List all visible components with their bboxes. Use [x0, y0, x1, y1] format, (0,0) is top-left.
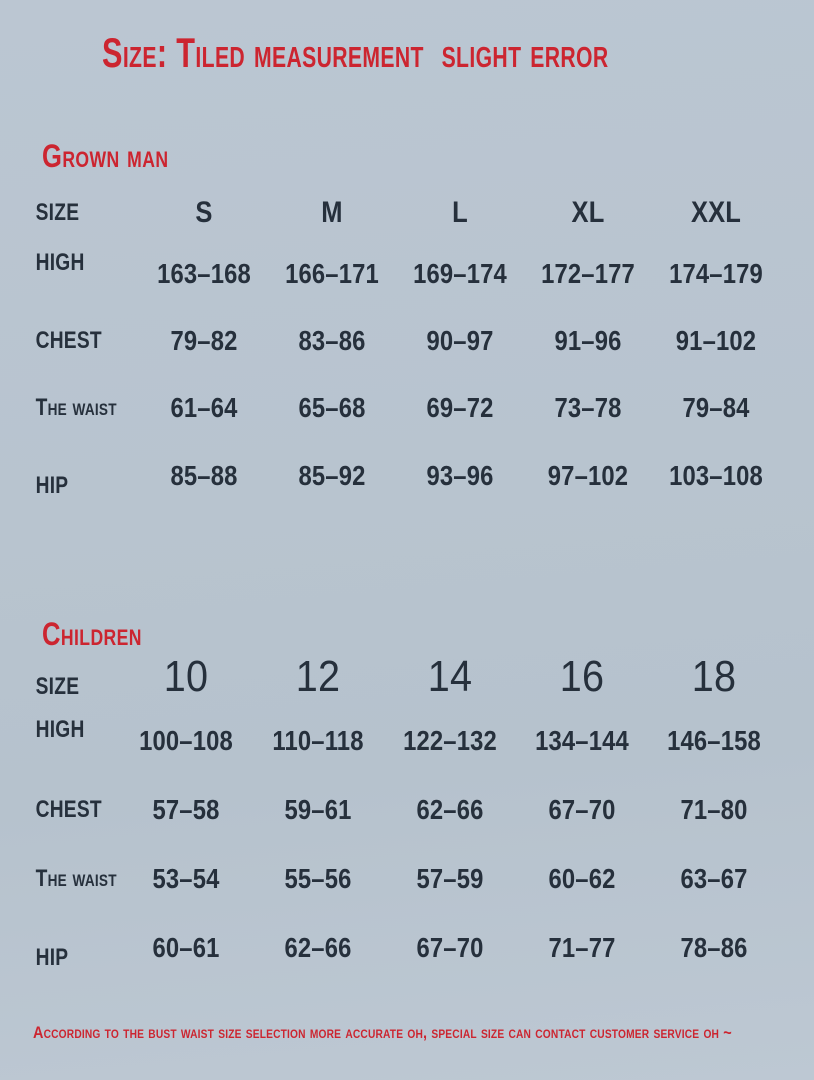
value-cell: 55–56: [284, 863, 352, 894]
value-cell: 60–62: [548, 863, 616, 894]
value-cell: 134–144: [535, 725, 629, 756]
children-high-row: [10, 706, 780, 776]
children-waist-label: The waist: [35, 865, 117, 892]
children-high-label: HIGH: [35, 716, 85, 743]
children-size-14: 14: [427, 652, 473, 701]
value-cell: 71–77: [548, 932, 616, 963]
value-cell: 69–72: [426, 392, 494, 423]
children-size-12: 12: [295, 652, 341, 701]
man-size-label: SIZE: [35, 199, 80, 226]
value-cell: 79–82: [170, 325, 238, 356]
value-cell: 122–132: [403, 725, 497, 756]
children-hip-row: [10, 914, 780, 982]
children-heading: Children: [42, 616, 142, 652]
value-cell: 110–118: [272, 725, 364, 756]
value-cell: 62–66: [416, 794, 484, 825]
man-hip-label: HIP: [35, 472, 69, 499]
children-chest-label: CHEST: [35, 796, 102, 823]
man-chest-label: CHEST: [35, 327, 102, 354]
value-cell: 63–67: [680, 863, 748, 894]
value-cell: 169–174: [413, 258, 507, 289]
man-size-xxl: XXL: [690, 196, 742, 229]
children-size-18: 18: [691, 652, 737, 701]
value-cell: 61–64: [170, 392, 238, 423]
children-hip-label: HIP: [35, 944, 69, 971]
value-cell: 57–58: [152, 794, 220, 825]
value-cell: 78–86: [680, 932, 748, 963]
value-cell: 85–92: [298, 460, 366, 491]
children-size-10: 10: [163, 652, 209, 701]
value-cell: 73–78: [554, 392, 622, 423]
man-size-m: M: [321, 196, 343, 229]
value-cell: 67–70: [416, 932, 484, 963]
value-cell: 67–70: [548, 794, 616, 825]
value-cell: 53–54: [152, 863, 220, 894]
value-cell: 83–86: [298, 325, 366, 356]
value-cell: 91–102: [675, 325, 757, 356]
man-size-xl: XL: [571, 196, 605, 229]
value-cell: 71–80: [680, 794, 748, 825]
value-cell: 163–168: [157, 258, 251, 289]
value-cell: 85–88: [170, 460, 238, 491]
page-title: Size: Tiled measurement slight error: [102, 29, 609, 76]
man-high-row: [10, 240, 780, 308]
value-cell: 146–158: [667, 725, 761, 756]
man-waist-label: The waist: [35, 394, 117, 421]
children-size-header-row: [10, 648, 780, 706]
value-cell: 93–96: [426, 460, 494, 491]
value-cell: 59–61: [284, 794, 352, 825]
value-cell: 103–108: [669, 460, 763, 491]
children-waist-row: [10, 844, 780, 914]
footer-note: According to the bust waist size selection more accurate oh, special size can contact customer service oh ~: [33, 1023, 732, 1042]
value-cell: 57–59: [416, 863, 484, 894]
man-size-s: S: [195, 196, 213, 229]
value-cell: 79–84: [682, 392, 750, 423]
man-hip-row: [10, 442, 780, 510]
children-chest-row: [10, 776, 780, 844]
man-chest-row: [10, 308, 780, 374]
grown-man-heading: Grown man: [42, 138, 169, 174]
children-size-label: SIZE: [35, 673, 80, 700]
man-size-l: L: [452, 196, 468, 229]
value-cell: 62–66: [284, 932, 352, 963]
value-cell: 60–61: [152, 932, 220, 963]
value-cell: 65–68: [298, 392, 366, 423]
children-table: [10, 648, 780, 982]
value-cell: 91–96: [554, 325, 622, 356]
value-cell: 97–102: [547, 460, 629, 491]
man-high-label: HIGH: [35, 249, 85, 276]
value-cell: 174–179: [669, 258, 763, 289]
children-size-16: 16: [559, 652, 605, 701]
value-cell: 90–97: [426, 325, 494, 356]
man-size-header-row: [10, 186, 780, 240]
value-cell: 100–108: [139, 725, 233, 756]
value-cell: 172–177: [541, 258, 635, 289]
man-waist-row: [10, 374, 780, 442]
grown-man-table: [10, 186, 780, 510]
value-cell: 166–171: [285, 258, 379, 289]
